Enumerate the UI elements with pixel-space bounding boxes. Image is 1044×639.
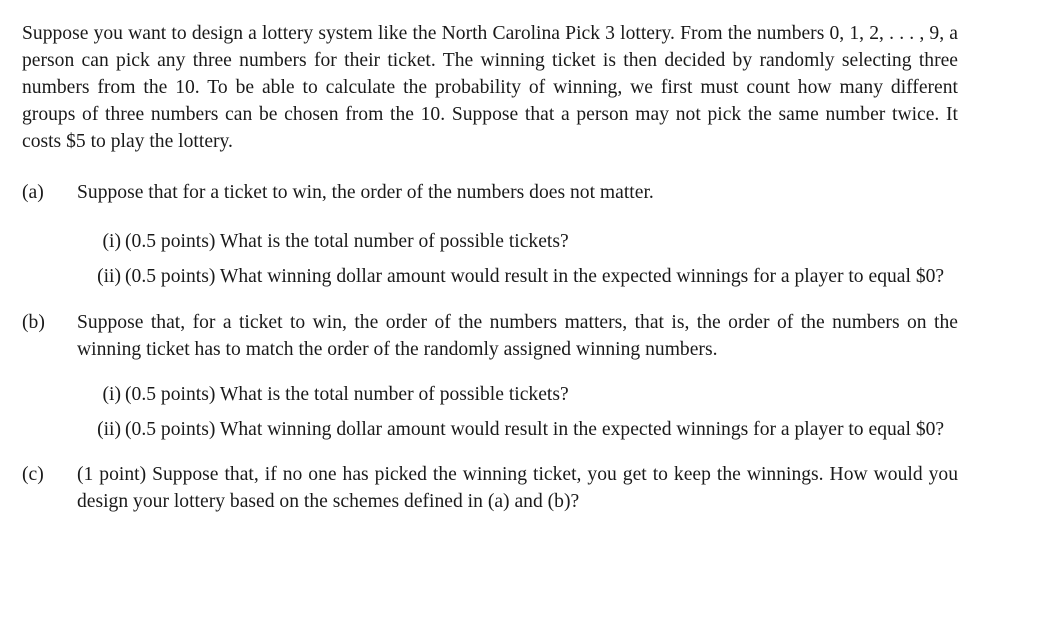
part-c-label: (c) — [22, 464, 44, 486]
part-b — [22, 309, 958, 363]
part-b-sub-i-label: (i) — [102, 384, 121, 406]
part-b-text: Suppose that, for a ticket to win, the order of the numbers matters, that is, the order of the numbers on the winning ticket has to match the order of the randomly assigned winning numbers. — [77, 312, 958, 361]
part-b-sub-i-text: (0.5 points) What is the total number of possible tickets? — [125, 384, 569, 406]
intro-paragraph: Suppose you want to design a lottery system like the North Carolina Pick 3 lottery. From the numbers 0, 1, 2, . . . , 9, a person can pick any three numbers for their ticket. The winning ticket is then decided by randomly selecting three numbers from the 10. To be able to calculate the probability of winning, we first must count how many different groups of three numbers can be chosen from the 10. Suppose that a person may not pick the same number twice. It costs $5 to play the lottery. — [22, 23, 958, 153]
part-c — [22, 461, 958, 515]
part-b-sub-i — [77, 381, 958, 408]
part-b-sub-ii — [77, 416, 958, 443]
part-a-sub-i — [77, 228, 958, 255]
part-c-text: (1 point) Suppose that, if no one has picked the winning ticket, you get to keep the winnings. How would you design your lottery based on the schemes defined in (a) and (b)? — [77, 464, 958, 513]
part-a-sub-i-text: (0.5 points) What is the total number of possible tickets? — [125, 231, 569, 253]
part-b-label: (b) — [22, 312, 45, 334]
part-a-label: (a) — [22, 182, 44, 204]
part-a — [22, 179, 958, 206]
part-a-sub-ii — [77, 263, 958, 290]
part-a-text: Suppose that for a ticket to win, the order of the numbers does not matter. — [77, 182, 654, 204]
part-a-sub-ii-text: (0.5 points) What winning dollar amount would result in the expected winnings for a player to equal $0? — [125, 266, 945, 288]
part-b-sub-ii-text: (0.5 points) What winning dollar amount would result in the expected winnings for a player to equal $0? — [125, 419, 945, 441]
part-a-sub-ii-label: (ii) — [97, 266, 121, 288]
part-b-sub-ii-label: (ii) — [97, 419, 121, 441]
part-a-sub-i-label: (i) — [102, 231, 121, 253]
